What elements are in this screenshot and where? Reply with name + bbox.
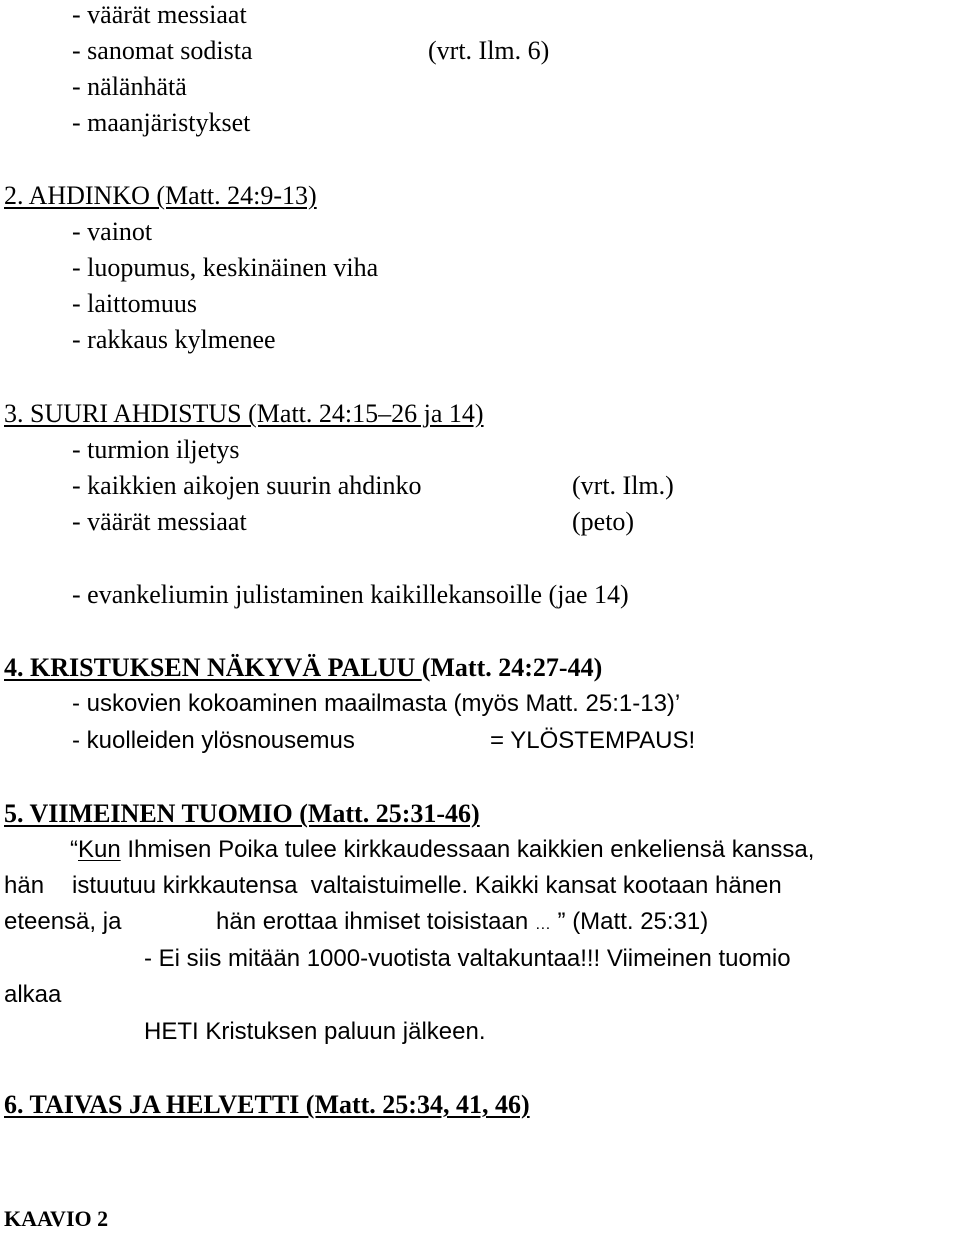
list-item: - uskovien kokoaminen maailmasta (myös Matt. 25:1-13)’: [72, 690, 681, 717]
quote-line-start: eteensä, ja: [4, 908, 122, 935]
quote-text: Ihmisen Poika tulee kirkkaudessaan kaikkien enkeliensä kanssa,: [120, 836, 815, 863]
list-item: - maanjäristykset: [72, 108, 251, 137]
section-heading-reference: (Matt. 24:27-44): [421, 653, 603, 682]
list-item: - laittomuus: [72, 289, 197, 318]
list-item: - luopumus, keskinäinen viha: [72, 253, 379, 282]
quote-line: istuutuu kirkkautensa valtaistuimelle. Kaikki kansat kootaan hänen: [72, 872, 782, 899]
quote-text: hän erottaa ihmiset toisistaan: [216, 908, 529, 935]
list-item: - nälänhätä: [72, 72, 187, 101]
list-item: - väärät messiaat: [72, 507, 247, 536]
quote-reference: ” (Matt. 25:31): [557, 908, 709, 935]
section-heading: 6. TAIVAS JA HELVETTI (Matt. 25:34, 41, 46): [4, 1090, 530, 1119]
section-heading: 3. SUURI AHDISTUS (Matt. 24:15–26 ja 14): [4, 399, 484, 428]
note-line: HETI Kristuksen paluun jälkeen.: [144, 1018, 486, 1045]
section-heading: 5. VIIMEINEN TUOMIO (Matt. 25:31-46): [4, 799, 480, 828]
list-item: - kuolleiden ylösnousemus: [72, 727, 355, 754]
diagram-label: KAAVIO 2: [4, 1206, 109, 1231]
list-item: - vainot: [72, 217, 153, 246]
quote-line: [70, 835, 814, 865]
list-item: - rakkaus kylmenee: [72, 325, 276, 354]
quote-ellipsis: …: [534, 916, 551, 933]
list-item: - väärät messiaat: [72, 0, 247, 29]
list-item: - turmion iljetys: [72, 435, 240, 464]
section-heading: 2. AHDINKO (Matt. 24:9-13): [4, 181, 317, 210]
reference-note: (vrt. Ilm.): [572, 471, 674, 500]
quote-first-word: Kun: [78, 836, 121, 863]
reference-note: (vrt. Ilm. 6): [428, 36, 550, 65]
note-line: alkaa: [4, 981, 62, 1008]
emphasis-text: = YLÖSTEMPAUS!: [490, 727, 696, 754]
section-heading: [4, 653, 602, 683]
quote-line-start: hän: [4, 872, 45, 899]
list-item: - evankeliumin julistaminen kaikillekansoille (jae 14): [72, 580, 629, 609]
list-item: - kaikkien aikojen suurin ahdinko: [72, 471, 422, 500]
reference-note: (peto): [572, 507, 635, 536]
note-line: - Ei siis mitään 1000-vuotista valtakuntaa!!! Viimeinen tuomio: [144, 945, 791, 972]
section-heading-underlined: 4. KRISTUKSEN NÄKYVÄ PALUU: [4, 653, 422, 682]
list-item: - sanomat sodista: [72, 36, 253, 65]
quote-line: [216, 907, 708, 940]
quote-open-mark: “: [70, 836, 78, 863]
